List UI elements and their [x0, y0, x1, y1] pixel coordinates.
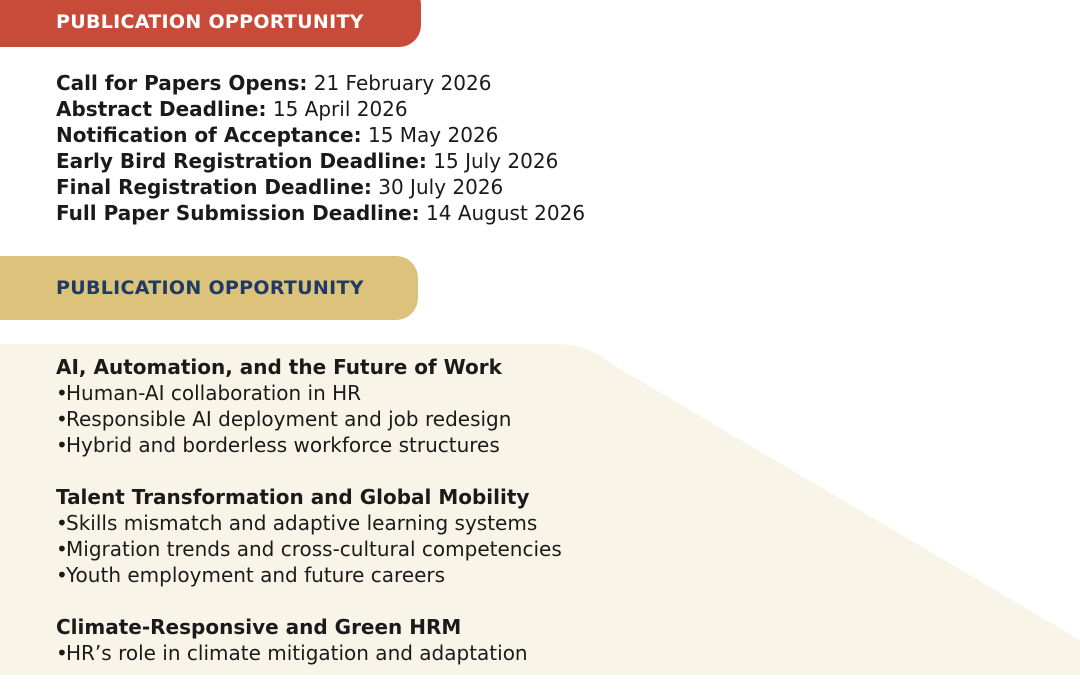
topic-item: •HR’s role in climate mitigation and adaptation [56, 641, 528, 665]
banner-title: PUBLICATION OPPORTUNITY [56, 11, 364, 33]
topic-section [56, 354, 562, 458]
publication-opportunity-banner-middle [0, 256, 418, 320]
date-item: Notification of Acceptance: 15 May 2026 [56, 123, 499, 147]
topic-item: •Hybrid and borderless workforce structures [56, 433, 500, 457]
topic-item: •Skills mismatch and adaptive learning systems [56, 511, 538, 535]
topic-section [56, 484, 562, 588]
date-item: Abstract Deadline: 15 April 2026 [56, 97, 408, 121]
topic-section [56, 614, 562, 666]
topics-list [56, 354, 562, 692]
date-item: Call for Papers Opens: 21 February 2026 [56, 71, 492, 95]
topic-item: •Human-AI collaboration in HR [56, 381, 362, 405]
date-item: Full Paper Submission Deadline: 14 August 2026 [56, 201, 586, 225]
publication-opportunity-banner-top [0, 0, 421, 47]
date-item: Final Registration Deadline: 30 July 2026 [56, 175, 504, 199]
topic-item: •Youth employment and future careers [56, 563, 446, 587]
important-dates-list [56, 70, 585, 226]
topic-item: •Migration trends and cross-cultural competencies [56, 537, 562, 561]
banner-title: PUBLICATION OPPORTUNITY [56, 277, 364, 299]
date-item: Early Bird Registration Deadline: 15 July 2026 [56, 149, 559, 173]
topic-item: •Responsible AI deployment and job redesign [56, 407, 512, 431]
topic-title: Talent Transformation and Global Mobility [56, 485, 530, 509]
topic-title: AI, Automation, and the Future of Work [56, 355, 502, 379]
topic-title: Climate-Responsive and Green HRM [56, 615, 462, 639]
